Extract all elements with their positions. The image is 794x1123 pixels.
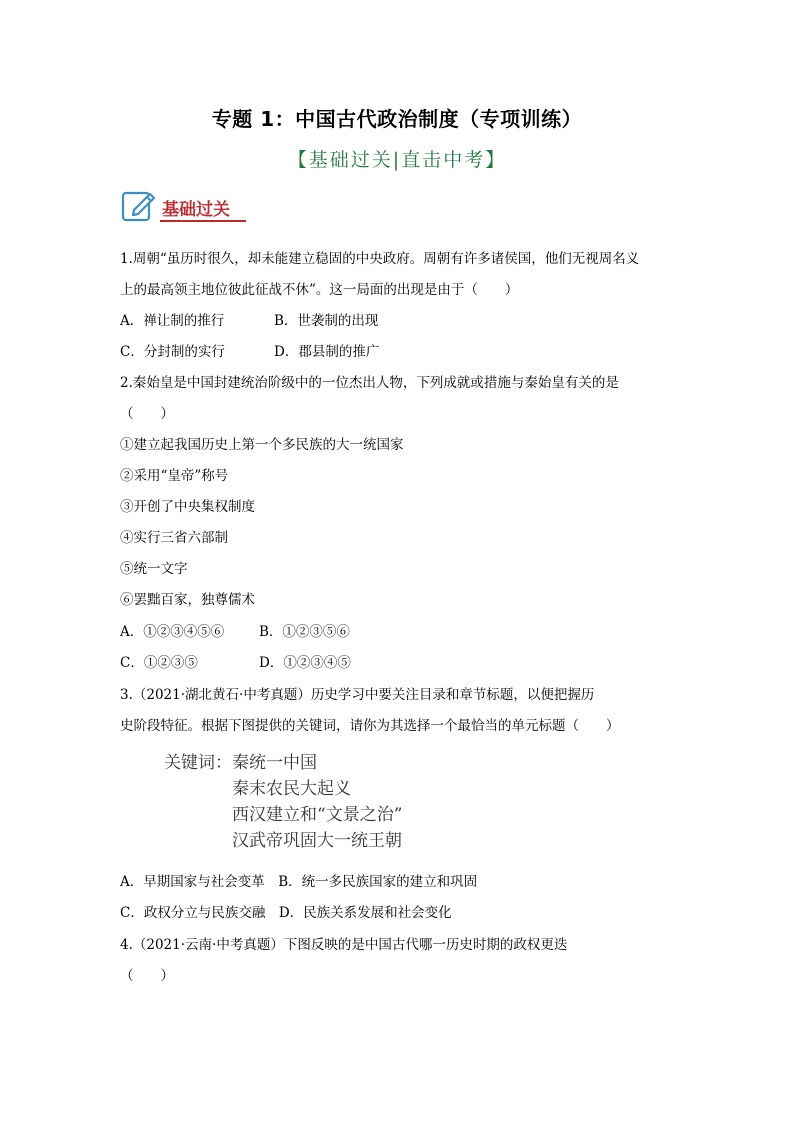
- question-1-line-2: 上的最高领主地位彼此征战不休”。这一局面的出现是由于（ ）: [120, 282, 519, 298]
- question-1-option-a: A．禅让制的推行: [120, 313, 225, 329]
- question-2-line-2: （ ）: [120, 406, 174, 422]
- question-2-line-1: 2.秦始皇是中国封建统治阶级中的一位杰出人物，下列成就或措施与秦始皇有关的是: [120, 375, 619, 391]
- question-1-option-c: C．分封制的实行: [120, 344, 225, 360]
- keyword-item: 秦末农民大起义: [232, 779, 351, 799]
- question-1-option-b: B．世袭制的出现: [274, 313, 379, 329]
- keyword-item: 汉武帝巩固大一统王朝: [232, 831, 402, 851]
- section-underline: [160, 220, 246, 222]
- question-1-option-d: D．郡县制的推广: [274, 344, 380, 360]
- question-2-item: ②采用“皇帝”称号: [120, 468, 229, 484]
- question-3-line-1: 3.（2021·湖北黄石·中考真题）历史学习中要关注目录和章节标题，以便把握历: [120, 687, 595, 703]
- question-3-options-ab: A．早期国家与社会变革 B．统一多民族国家的建立和巩固: [120, 874, 478, 890]
- keyword-image: [158, 744, 426, 856]
- question-2-item: ⑥罢黜百家，独尊儒术: [120, 592, 255, 608]
- keyword-label: 关键词：: [164, 753, 232, 773]
- question-2-option-c: C．①②③⑤: [120, 655, 198, 671]
- question-3-line-2: 史阶段特征。根据下图提供的关键词，请你为其选择一个最恰当的单元标题（ ）: [120, 718, 620, 734]
- keyword-item: 秦统一中国: [232, 753, 317, 773]
- page-subtitle: 【基础过关|直击中考】: [287, 149, 507, 171]
- question-2-option-a: A．①②③④⑤⑥: [120, 624, 225, 640]
- question-4-line-2: （ ）: [120, 968, 174, 984]
- edit-pencil-icon: [120, 188, 156, 224]
- keyword-item: 西汉建立和“文景之治”: [232, 805, 403, 825]
- question-2-option-d: D．①②③④⑤: [259, 655, 351, 671]
- question-2-item: ⑤统一文字: [120, 561, 188, 577]
- question-3-options-cd: C．政权分立与民族交融 D．民族关系发展和社会变化: [120, 905, 452, 921]
- page-title: 专题 1：中国古代政治制度（专项训练）: [211, 107, 583, 131]
- question-4-line-1: 4.（2021·云南·中考真题）下图反映的是中国古代哪一历史时期的政权更迭: [120, 937, 568, 953]
- section-header: [120, 188, 260, 224]
- question-2-item: ④实行三省六部制: [120, 530, 228, 546]
- section-label: 基础过关: [162, 200, 230, 220]
- question-2-option-b: B．①②③⑤⑥: [259, 624, 350, 640]
- question-2-item: ①建立起我国历史上第一个多民族的大一统国家: [120, 437, 404, 453]
- question-1-line-1: 1.周朝“虽历时很久，却未能建立稳固的中央政府。周朝有许多诸侯国，他们无视周名义: [120, 251, 640, 267]
- question-2-item: ③开创了中央集权制度: [120, 499, 255, 515]
